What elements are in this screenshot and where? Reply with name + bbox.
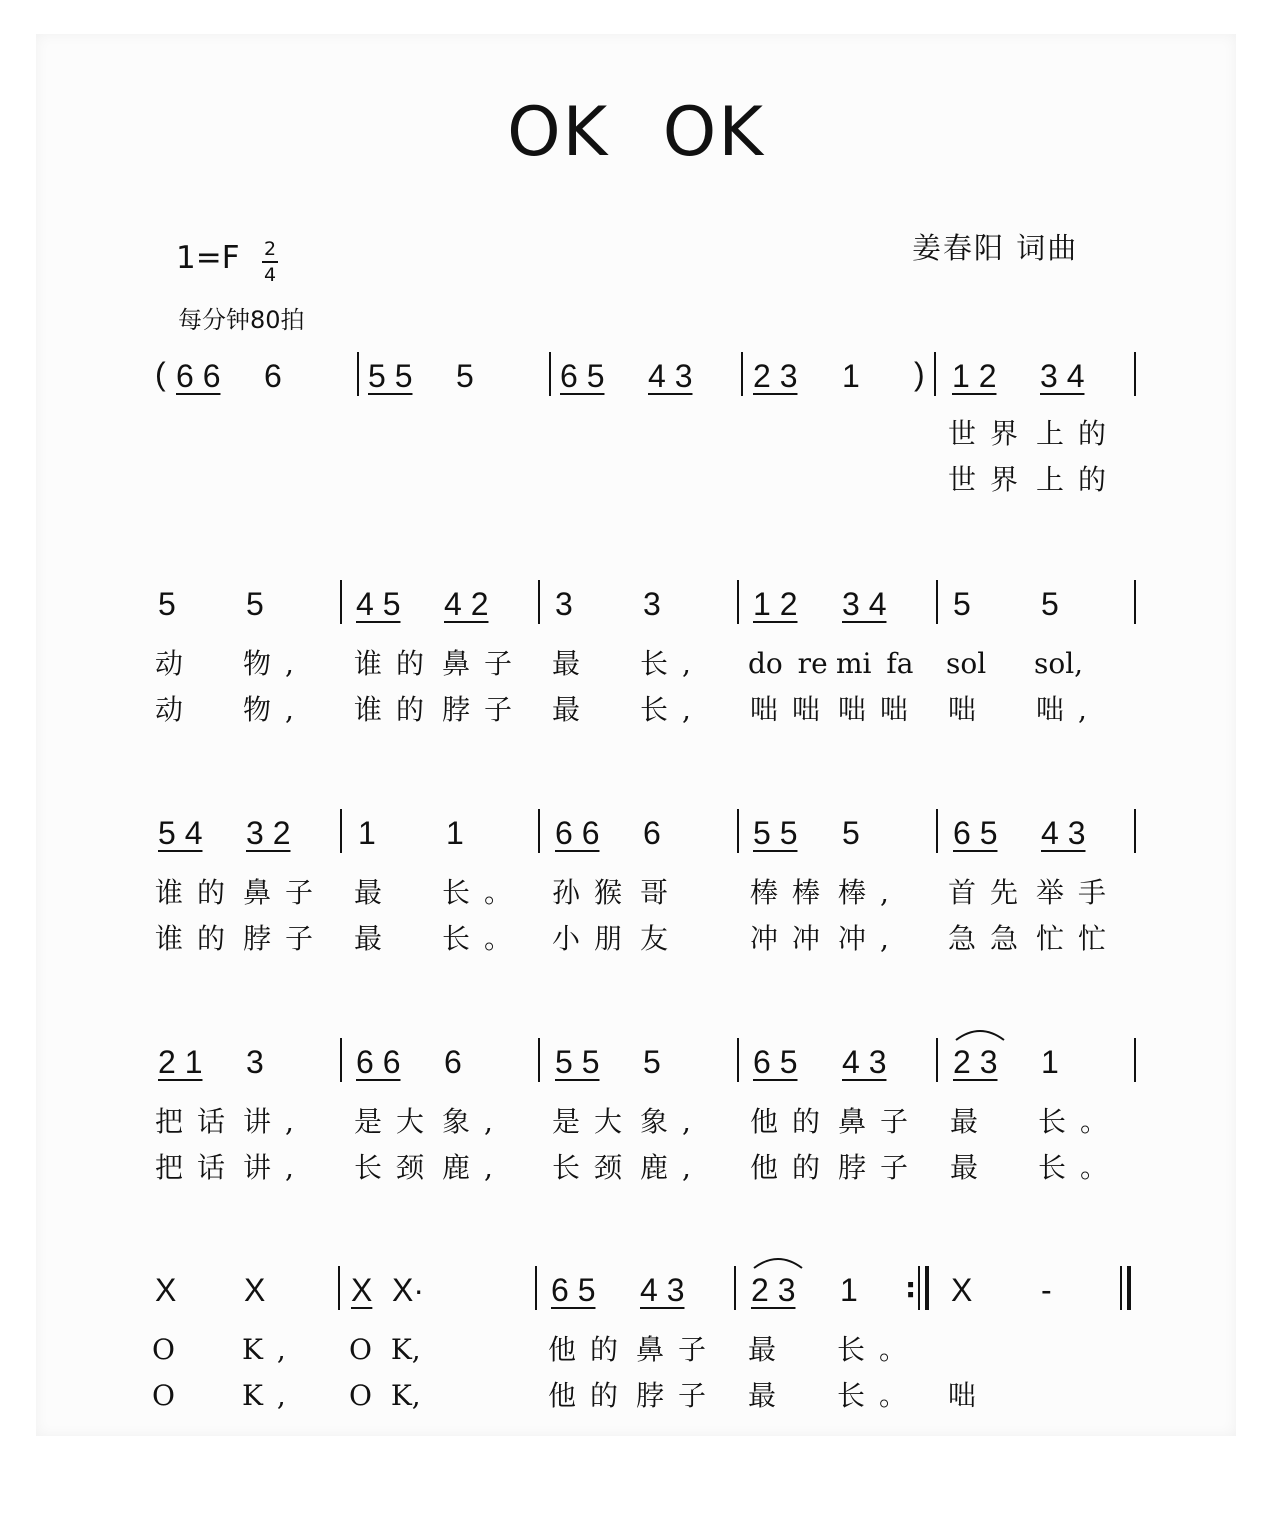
- lyric: mi fa: [836, 647, 914, 680]
- lyric: 最: [748, 1379, 791, 1412]
- lyric: 动: [155, 693, 198, 726]
- note-group: 3: [246, 1044, 264, 1080]
- lyric: 冲冲: [750, 922, 835, 955]
- note-group: 5 5: [555, 1044, 600, 1080]
- note-group: 2 3: [751, 1272, 796, 1308]
- note-group: 5 5: [368, 358, 413, 394]
- staff-row-3: [0, 813, 1272, 963]
- lyric: 最: [950, 1105, 993, 1138]
- lyric: 冲,: [838, 922, 903, 955]
- note-group: 2 3: [753, 358, 798, 394]
- note-group: 4 3: [842, 1044, 887, 1080]
- lyric: 最: [354, 876, 397, 909]
- lyric: 鼻子: [243, 876, 328, 909]
- lyric: 咄,: [1036, 693, 1101, 726]
- composer-credit: 姜春阳 词曲: [912, 231, 1079, 265]
- note-group: 6 5: [753, 1044, 798, 1080]
- lyric: 首先: [948, 876, 1033, 909]
- note-group: 1 2: [952, 358, 997, 394]
- lyric: 是大: [354, 1105, 439, 1138]
- lyric: 最: [552, 647, 595, 680]
- note-group: 6: [643, 815, 661, 851]
- lyric: 象,: [640, 1105, 705, 1138]
- lyric: O K,: [349, 1333, 421, 1366]
- lyric: 最: [354, 922, 397, 955]
- time-signature-top: 2: [263, 238, 277, 260]
- note-group: 6 6: [555, 815, 600, 851]
- lyric: 长,: [640, 693, 705, 726]
- lyric: 长。: [1038, 1151, 1123, 1184]
- lyric: 讲,: [243, 1105, 308, 1138]
- lyric: 长,: [640, 647, 705, 680]
- note-group: 6 6: [356, 1044, 401, 1080]
- note-group: X: [244, 1272, 266, 1308]
- open-paren: (: [155, 356, 166, 392]
- lyric: 最: [950, 1151, 993, 1184]
- note-group: 2 1: [158, 1044, 203, 1080]
- lyric: 长。: [442, 876, 527, 909]
- lyric: 物,: [243, 693, 308, 726]
- note-group: 5: [1041, 586, 1059, 622]
- note-group: 5: [246, 586, 264, 622]
- note-group: 1: [840, 1272, 858, 1308]
- lyric: 友: [640, 922, 683, 955]
- close-paren: ): [914, 356, 925, 392]
- lyric: 长。: [837, 1333, 922, 1366]
- lyric: 脖子: [838, 1151, 923, 1184]
- time-signature: [262, 238, 278, 286]
- note-group: X·: [392, 1272, 424, 1308]
- lyric: K,: [242, 1333, 300, 1366]
- lyric: 他的: [750, 1151, 835, 1184]
- lyric: 上的: [1036, 417, 1121, 450]
- note-group: 5: [158, 586, 176, 622]
- lyric: 长。: [1038, 1105, 1123, 1138]
- note-group: X: [951, 1272, 973, 1308]
- tempo-marking: 每分钟80拍: [178, 306, 305, 334]
- lyric: 他的: [750, 1105, 835, 1138]
- lyric: 他的: [548, 1379, 633, 1412]
- lyric: do re: [748, 647, 828, 680]
- lyric: 脖子: [636, 1379, 721, 1412]
- note-group: 3: [643, 586, 661, 622]
- note-group: 4 2: [444, 586, 489, 622]
- lyric: 他的: [548, 1333, 633, 1366]
- staff-row-4: [0, 1042, 1272, 1192]
- lyric: 咄咄: [838, 693, 923, 726]
- note-group: 1 2: [753, 586, 798, 622]
- repeat-dots: :: [905, 1271, 917, 1304]
- key-signature: 1=F: [176, 240, 240, 276]
- lyric: sol,: [1034, 647, 1084, 680]
- note-group: X: [351, 1272, 373, 1308]
- lyric: 长。: [442, 922, 527, 955]
- note-group: 3 2: [246, 815, 291, 851]
- note-group: 3 4: [1040, 358, 1085, 394]
- note-group: 1: [358, 815, 376, 851]
- lyric: O: [152, 1333, 189, 1366]
- note-group: 4 5: [356, 586, 401, 622]
- time-signature-bottom: 4: [263, 263, 277, 286]
- lyric: 咄: [948, 1379, 991, 1412]
- song-title: OK OK: [507, 93, 765, 172]
- lyric: 咄: [948, 693, 991, 726]
- note-group: -: [1041, 1272, 1052, 1308]
- note-group: 5 4: [158, 815, 203, 851]
- note-group: 1: [842, 358, 860, 394]
- note-group: 5: [456, 358, 474, 394]
- note-group: X: [155, 1272, 177, 1308]
- note-group: 6 6: [176, 358, 221, 394]
- lyric: 象,: [442, 1105, 507, 1138]
- lyric: O K,: [349, 1379, 421, 1412]
- note-group: 5: [842, 815, 860, 851]
- lyric: 是大: [552, 1105, 637, 1138]
- lyric: 把话: [155, 1151, 240, 1184]
- lyric: 最: [748, 1333, 791, 1366]
- note-group: 6 5: [953, 815, 998, 851]
- staff-row-5: [0, 1270, 1272, 1420]
- lyric: 世界: [948, 463, 1033, 496]
- lyric: 谁的: [155, 876, 240, 909]
- lyric: 孙猴: [552, 876, 637, 909]
- lyric: 咄咄: [750, 693, 835, 726]
- lyric: 谁的: [155, 922, 240, 955]
- lyric: 小朋: [552, 922, 637, 955]
- note-group: 4 3: [648, 358, 693, 394]
- note-group: 5: [643, 1044, 661, 1080]
- lyric: 鹿,: [442, 1151, 507, 1184]
- note-group: 3 4: [842, 586, 887, 622]
- lyric: 动: [155, 647, 198, 680]
- note-group: 1: [1041, 1044, 1059, 1080]
- lyric: 把话: [155, 1105, 240, 1138]
- lyric: 脖子: [442, 693, 527, 726]
- lyric: 急急: [948, 922, 1033, 955]
- note-group: 2 3: [953, 1044, 998, 1080]
- slur-mark: [752, 1254, 804, 1270]
- lyric: 长颈: [552, 1151, 637, 1184]
- lyric: 谁的: [354, 647, 439, 680]
- lyric: 世界: [948, 417, 1033, 450]
- lyric: O: [152, 1379, 189, 1412]
- note-group: 1: [446, 815, 464, 851]
- lyric: 忙忙: [1036, 922, 1121, 955]
- note-group: 6 5: [560, 358, 605, 394]
- note-group: 5: [953, 586, 971, 622]
- note-group: 6: [444, 1044, 462, 1080]
- lyric: 长颈: [354, 1151, 439, 1184]
- lyric: 棒棒: [750, 876, 835, 909]
- lyric: K,: [242, 1379, 300, 1412]
- lyric: 棒,: [838, 876, 903, 909]
- lyric: 鼻子: [442, 647, 527, 680]
- lyric: 鹿,: [640, 1151, 705, 1184]
- note-group: 3: [555, 586, 573, 622]
- lyric: 最: [552, 693, 595, 726]
- note-group: 6 5: [551, 1272, 596, 1308]
- lyric: 讲,: [243, 1151, 308, 1184]
- lyric: 物,: [243, 647, 308, 680]
- lyric: 哥: [640, 876, 683, 909]
- lyric: 脖子: [243, 922, 328, 955]
- lyric: sol: [946, 647, 987, 680]
- lyric: 上的: [1036, 463, 1121, 496]
- slur-mark: [954, 1026, 1006, 1042]
- note-group: 6: [264, 358, 282, 394]
- note-group: 5 5: [753, 815, 798, 851]
- note-group: 4 3: [1041, 815, 1086, 851]
- lyric: 举手: [1036, 876, 1121, 909]
- lyric: 鼻子: [636, 1333, 721, 1366]
- lyric: 鼻子: [838, 1105, 923, 1138]
- staff-row-1: [0, 356, 1272, 506]
- lyric: 长。: [837, 1379, 922, 1412]
- staff-row-2: [0, 584, 1272, 734]
- lyric: 谁的: [354, 693, 439, 726]
- note-group: 4 3: [640, 1272, 685, 1308]
